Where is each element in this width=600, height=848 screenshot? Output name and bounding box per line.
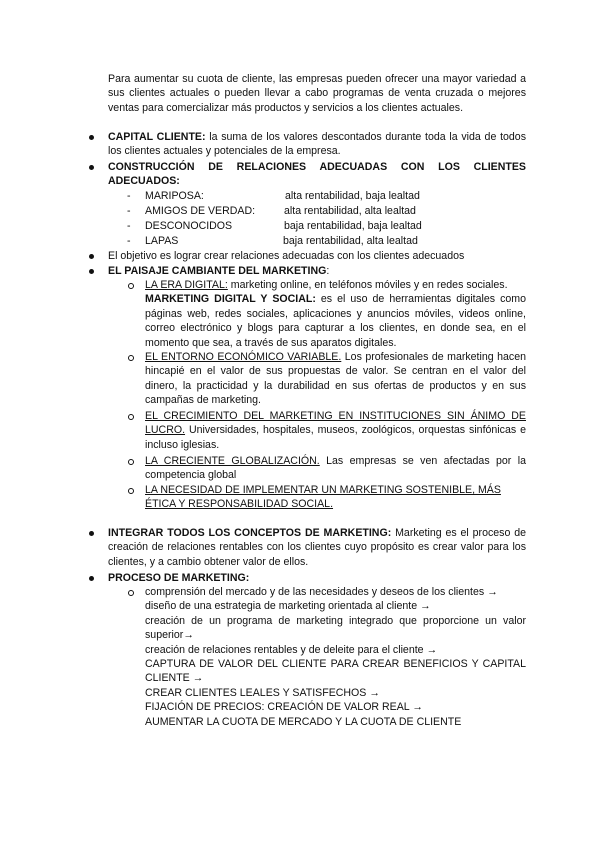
bullet-icon xyxy=(88,531,96,539)
proceso-step: diseño de una estrategia de marketing orientada al cliente → xyxy=(145,600,431,613)
proceso-step: creación de relaciones rentables y de deleite para el cliente → xyxy=(145,643,438,656)
segment-name: AMIGOS DE VERDAD: xyxy=(145,205,256,217)
bullet-icon xyxy=(88,576,96,584)
integrar-text: Marketing es el proceso de creación de relaciones rentables con los clientes cuyo propósito es crear valor para los clientes, y a cambio obtener valor de ellos. xyxy=(108,527,527,568)
proceso-step: CREAR CLIENTES LEALES Y SATISFECHOS → xyxy=(145,686,380,699)
dash-icon: - xyxy=(127,235,131,247)
capital-cliente-text: la suma de los valores descontados durante toda la vida de todos los clientes actuales y potenciales de la empresa. xyxy=(108,131,526,158)
segment-desc: baja rentabilidad, baja lealtad xyxy=(284,220,422,232)
circle-bullet-icon xyxy=(128,283,136,291)
globalizacion-text: Las empresas se ven afectadas por la competencia global xyxy=(145,455,527,482)
paisaje-heading-line xyxy=(108,264,526,278)
circle-bullet-icon xyxy=(128,459,136,467)
circle-bullet-icon xyxy=(128,488,136,496)
circle-bullet-icon xyxy=(128,414,136,422)
paisaje-colon: : xyxy=(326,265,330,277)
entorno-title: EL ENTORNO ECONÓMICO VARIABLE. xyxy=(145,351,342,363)
globalizacion-title: LA CRECIENTE GLOBALIZACIÓN. xyxy=(145,455,320,467)
lucro-title: EL CRECIMIENTO DEL MARKETING EN INSTITUCIONES SIN ÁNIMO DE LUCRO. xyxy=(145,410,526,437)
segment-name: LAPAS xyxy=(145,235,179,247)
paisaje-heading: EL PAISAJE CAMBIANTE DEL MARKETING xyxy=(108,265,327,277)
dash-icon: - xyxy=(127,190,131,202)
bullet-icon xyxy=(88,254,96,262)
proceso-step: AUMENTAR LA CUOTA DE MERCADO Y LA CUOTA DE CLIENTE xyxy=(145,715,462,728)
mds-term: MARKETING DIGITAL Y SOCIAL: xyxy=(145,293,316,306)
segment-desc: alta rentabilidad, baja lealtad xyxy=(285,190,420,202)
segment-desc: alta rentabilidad, alta lealtad xyxy=(284,205,416,217)
entorno-item xyxy=(145,350,526,408)
lucro-item xyxy=(145,409,526,452)
integrar-item xyxy=(108,526,526,569)
dash-icon: - xyxy=(127,220,131,232)
circle-bullet-icon xyxy=(128,355,136,363)
entorno-text: Los profesionales de marketing hacen hincapié en el valor de sus propuestas de valor. Se centran en el valor del dinero, la practicidad y la durabilidad en sus ofertas de productos y en sus campañas de marketing. xyxy=(145,351,526,407)
capital-cliente-term: CAPITAL CLIENTE: xyxy=(108,131,206,143)
segment-desc: baja rentabilidad, alta lealtad xyxy=(283,235,418,247)
proceso-steps xyxy=(145,585,526,729)
integrar-term: INTEGRAR TODOS LOS CONCEPTOS DE MARKETING: xyxy=(108,527,392,539)
segment-name: MARIPOSA: xyxy=(145,190,204,202)
mds-text: es el uso de herramientas digitales como páginas web, redes sociales, aplicaciones y anuncios móviles, videos online, correo electrónico y blogs para capturar a los clientes, en donde sea, en el momento que sea, a través de sus aparatos digitales. xyxy=(145,293,526,349)
intro-paragraph: Para aumentar su cuota de cliente, las empresas pueden ofrecer una mayor variedad a sus clientes actuales o pueden llevar a cabo programas de venta cruzada o mejores ventas para comercializar más productos y servicios a los clientes actuales. xyxy=(108,73,526,114)
construccion-heading: CONSTRUCCIÓN DE RELACIONES ADECUADAS CON LOS CLIENTES ADECUADOS: xyxy=(108,161,526,188)
sostenible-item: LA NECESIDAD DE IMPLEMENTAR UN MARKETING SOSTENIBLE, MÁS ÉTICA Y RESPONSABILIDAD SOCIAL. xyxy=(145,484,501,511)
proceso-step: creación de un programa de marketing integrado que proporcione un valor superior→ xyxy=(145,614,526,642)
era-digital-item xyxy=(145,278,526,350)
proceso-step: FIJACIÓN DE PRECIOS: CREACIÓN DE VALOR REAL → xyxy=(145,701,423,714)
dash-icon: - xyxy=(127,205,131,217)
objetivo-item: El objetivo es lograr crear relaciones adecuadas con los clientes adecuados xyxy=(108,250,465,262)
era-digital-title: LA ERA DIGITAL: xyxy=(145,279,228,291)
bullet-icon xyxy=(88,135,96,143)
bullet-icon xyxy=(88,165,96,173)
proceso-step: comprensión del mercado y de las necesidades y deseos de los clientes → xyxy=(145,586,498,598)
segment-name: DESCONOCIDOS xyxy=(145,220,233,232)
globalizacion-item xyxy=(145,454,526,483)
bullet-icon xyxy=(88,269,96,277)
proceso-heading: PROCESO DE MARKETING: xyxy=(108,572,250,584)
circle-bullet-icon xyxy=(128,590,136,598)
era-digital-text: marketing online, en teléfonos móviles y en redes sociales. xyxy=(227,279,508,291)
proceso-step: CAPTURA DE VALOR DEL CLIENTE PARA CREAR BENEFICIOS Y CAPITAL CLIENTE → xyxy=(145,658,526,685)
lucro-text: Universidades, hospitales, museos, zoológicos, orquestas sinfónicas e incluso iglesias. xyxy=(145,424,526,451)
capital-cliente-item xyxy=(108,130,526,159)
